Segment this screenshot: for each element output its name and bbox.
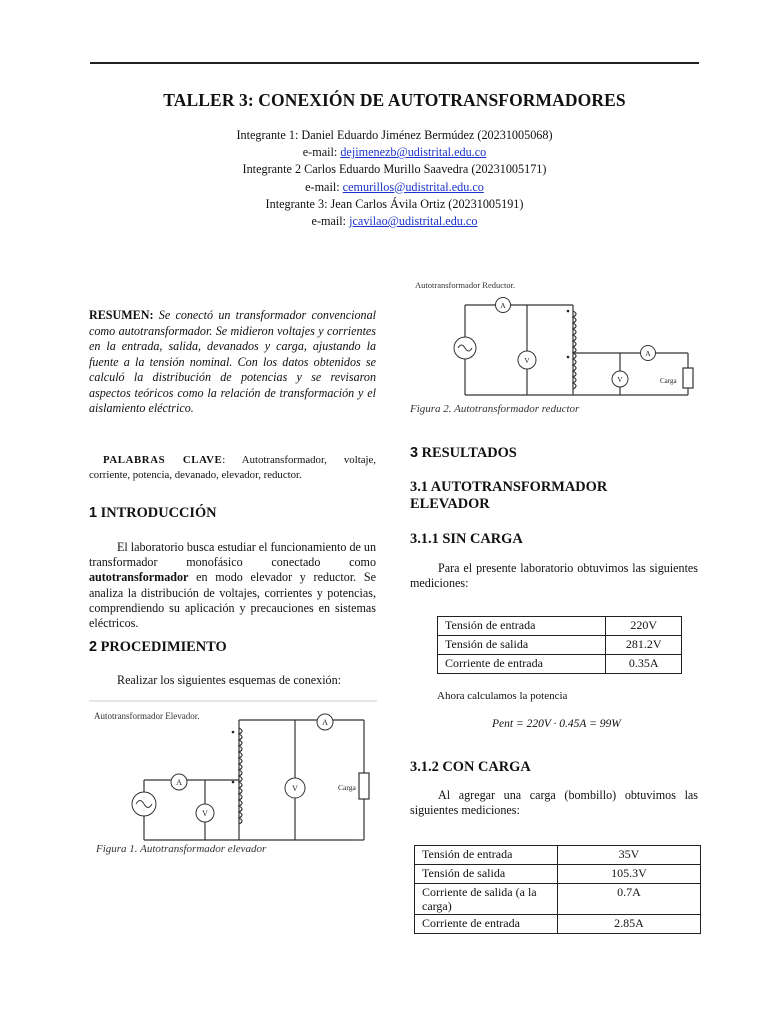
abstract — [89, 308, 376, 417]
voltmeter-label-3: V — [524, 356, 530, 365]
author-1-email-link[interactable]: dejimenezb@udistrital.edu.co — [340, 145, 487, 160]
table-row: Tensión de entrada 35V — [415, 846, 701, 865]
no-load-paragraph: Para el presente laboratorio obtuvimos las siguientes mediciones: — [410, 561, 698, 591]
section-heading-results: 3 RESULTADOS — [410, 445, 517, 461]
with-load-table — [414, 845, 701, 934]
table-row: Tensión de salida 105.3V — [415, 865, 701, 884]
top-rule — [90, 62, 699, 64]
keywords-label: PALABRAS CLAVE — [103, 454, 223, 466]
load-label-2: Carga — [660, 377, 677, 385]
author-2: Integrante 2 Carlos Eduardo Murillo Saavedra (20231005171) — [242, 162, 547, 177]
ammeter-label-1: A — [176, 778, 182, 787]
power-formula: Pent = 220V · 0.45A = 99W — [492, 718, 621, 730]
section-heading-intro: 1 INTRODUCCIÓN — [89, 505, 217, 521]
voltmeter-label-4: V — [617, 375, 623, 384]
section-heading-procedure: 2 PROCEDIMIENTO — [89, 639, 227, 655]
figure-2-inner-title: Autotransformador Reductor. — [415, 280, 516, 290]
author-3: Integrante 3: Jean Carlos Ávila Ortiz (20231005191) — [265, 196, 524, 211]
load-label-1: Carga — [338, 783, 356, 792]
voltmeter-label-2: V — [292, 784, 298, 793]
keywords — [89, 453, 376, 483]
table-row: Corriente de salida (a la carga) 0.7A — [415, 884, 701, 915]
author-1-email-line: e-mail: dejimenezb@udistrital.edu.co — [302, 145, 487, 160]
ammeter-label-2: A — [322, 718, 328, 727]
table-row: Tensión de salida 281.2V — [438, 636, 682, 655]
keywords-text: : Autotransformador, voltaje, corriente, potencia, devanado, elevador, reductor. — [89, 454, 376, 481]
figure-1-inner-title: Autotransformador Elevador. — [94, 711, 200, 721]
table-row: Tensión de entrada 220V — [438, 617, 682, 636]
author-3-email-link[interactable]: jcavilao@udistrital.edu.co — [349, 214, 478, 229]
author-1: Integrante 1: Daniel Eduardo Jiménez Bermúdez (20231005068) — [236, 128, 553, 142]
with-load-paragraph: Al agregar una carga (bombillo) obtuvimos las siguientes mediciones: — [410, 788, 698, 818]
voltmeter-label-1: V — [202, 809, 208, 818]
paper-title: TALLER 3: CONEXIÓN DE AUTOTRANSFORMADORES — [163, 90, 626, 110]
author-3-email-line: e-mail: jcavilao@udistrital.edu.co — [311, 214, 478, 229]
no-load-table — [437, 616, 682, 674]
ammeter-label-4: A — [645, 349, 651, 358]
table-row: Corriente de entrada 0.35A — [438, 655, 682, 674]
figure-2-caption: Figura 2. Autotransformador reductor — [410, 403, 580, 415]
section-heading-with-load: 3.1.2 CON CARGA — [410, 759, 531, 775]
procedure-paragraph: Realizar los siguientes esquemas de conexión: — [117, 673, 342, 687]
author-2-email-line: e-mail: cemurillos@udistrital.edu.co — [305, 179, 484, 194]
section-heading-no-load: 3.1.1 SIN CARGA — [410, 531, 523, 547]
author-2-email-link[interactable]: cemurillos@udistrital.edu.co — [342, 179, 484, 194]
ammeter-label-3: A — [500, 301, 506, 310]
abstract-label: RESUMEN: — [89, 308, 154, 322]
section-heading-elevator: 3.1 AUTOTRANSFORMADOR ELEVADOR — [410, 479, 608, 512]
author-block — [90, 127, 699, 230]
table-row: Corriente de entrada 2.85A — [415, 915, 701, 934]
abstract-text: Se conectó un transformador convencional como autotransformador. Se midieron voltajes y corrientes en la entrada, salida, devanados y carga, ajustando la fuente a la tensión nominal. Con los datos obtenidos se calculó la distribución de potencias y se revisaron aspectos teóricos como la relación de transformación y el aislamiento eléctrico. — [89, 308, 376, 415]
calc-text: Ahora calculamos la potencia — [437, 690, 568, 702]
intro-paragraph: El laboratorio busca estudiar el funcionamiento de un transformador monofásico conectado como autotransformador en modo elevador y reductor. Se analiza la distribución de voltajes, corrientes y potencias, comprendiendo su aplicación y precauciones en sistemas eléctricos. — [89, 540, 376, 631]
figure-2-autotransformer-step-down — [410, 275, 700, 405]
figure-1-caption: Figura 1. Autotransformador elevador — [96, 843, 267, 855]
figure-1-autotransformer-step-up — [89, 700, 379, 860]
